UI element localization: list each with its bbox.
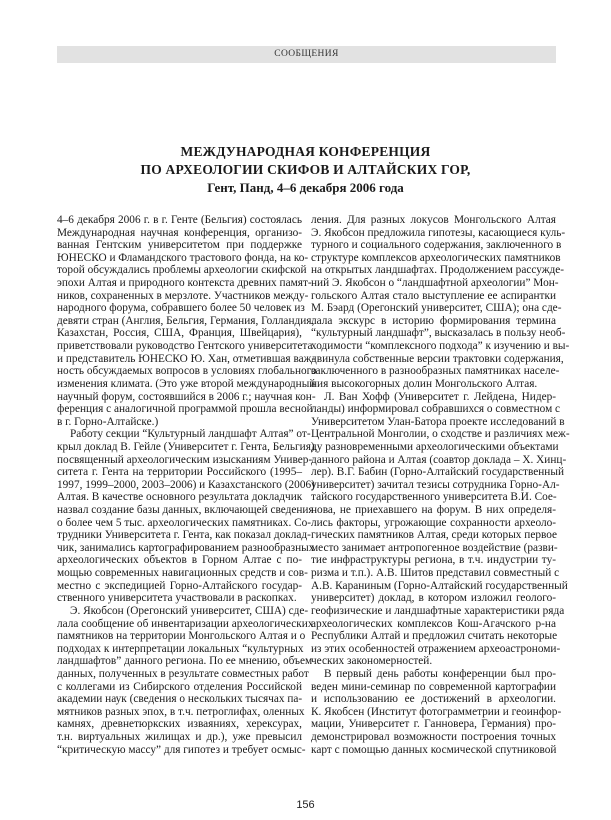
text-line: мощью современных навигационных средств и сов- — [57, 567, 308, 580]
text-line: ления. Для разных локусов Монгольского Алтая — [311, 214, 556, 226]
text-line: Л. Ван Хофф (Университет г. Лейдена, Нидер- — [324, 390, 556, 403]
text-line: в г. Горно-Алтайске.) — [57, 415, 159, 428]
text-line: и использованию ее достижений в археологии. — [311, 693, 556, 706]
text-line: структуре комплексов археологических памятников — [311, 251, 561, 264]
text-line: подходах к интерпретации локальных “культурных — [57, 642, 304, 655]
text-line: о более чем 5 тыс. археологических памятниках. Со- — [57, 516, 312, 529]
text-line: ландшафтов” данного региона. По ее мнению, объем — [57, 655, 313, 668]
text-line: археологических объектов в Горном Алтае с по- — [57, 554, 302, 567]
text-line: Центральной Монголии, о сходстве и различиях меж- — [311, 428, 570, 441]
text-line: заключенного в разнообразных памятниках населе- — [311, 365, 560, 378]
text-line: К. Якобсен (Институт фотограмметрии и геоинфор- — [311, 705, 562, 718]
text-line: 4–6 декабря 2006 г. в г. Генте (Бельгия) состоялась — [57, 214, 302, 226]
text-line: с коллегами из Сибирского отделения Российской — [57, 680, 302, 693]
paragraph — [311, 390, 570, 668]
text-line: карт с помощью данных космической спутниковой — [311, 743, 557, 756]
text-line: В первый день работы конференции был про- — [324, 667, 556, 680]
text-line: ственного университета участвовали в раскопках. — [57, 592, 297, 605]
text-line: 1997, 1999–2000, 2003–2006) и Казахстанского (2006) — [57, 478, 315, 491]
text-line: ний Э. Якобсон о “ландшафтной археологии” Мон- — [311, 277, 559, 290]
text-line: ния высокогорных долин Монгольского Алтая. — [311, 377, 538, 390]
text-line: т.н. виртуальных жилищах и др.), уже превысил — [57, 730, 302, 743]
text-line: и представитель ЮНЕСКО Ю. Хан, отметившая важ- — [57, 352, 316, 365]
text-line: ников, сохраненных в мерзлоте. Участников между- — [57, 289, 309, 302]
text-line: посвященный археологическим изысканиям Универ- — [57, 453, 313, 466]
text-line: веден мини-семинар по современной картографии — [311, 680, 556, 693]
text-line: Работу секции “Культурный ландшафт Алтая” от- — [70, 428, 311, 441]
text-line: университет) доклад, в котором изложил геолого- — [311, 592, 556, 605]
text-line: Международная научная конференция, организо- — [57, 226, 302, 239]
text-line: лер). В.Г. Бабин (Горно-Алтайский государственный — [311, 466, 564, 479]
text-line: памятников на территории Монгольского Алтая и о — [57, 630, 306, 643]
text-line: чик, занимались картографированием разнообразных — [57, 541, 315, 554]
text-line: ризма и т.п.). А.В. Шитов представил совместный с — [311, 567, 560, 580]
text-line: университет) зачитал тезисы сотрудника Горно-Ал- — [311, 478, 560, 491]
text-line: ванная Гентским университетом при поддержке — [57, 239, 302, 252]
text-line: ланды) информировал собравшихся о совместном с — [311, 403, 561, 416]
text-line: Казахстан, Россия, США, Франция, Швейцария), — [57, 327, 302, 340]
text-line: “критическую массу” для гипотез и требует осмыс- — [57, 743, 306, 756]
paragraph — [57, 214, 317, 428]
text-line: тие инфраструктуры региона, в т.ч. индустрии ту- — [311, 554, 556, 567]
section-header: СООБЩЕНИЯ — [57, 46, 556, 63]
text-column-right — [311, 214, 570, 756]
text-line: А.В. Караниным (Горно-Алтайский государственный — [311, 579, 568, 592]
text-line: Э. Якобсон предложила гипотезы, касающиеся куль- — [311, 226, 566, 239]
text-line: геофизические и ландшафтные характеристики ряда — [311, 604, 565, 617]
text-line: нова, не приехавшего на форум. В них определя- — [311, 504, 556, 517]
text-line: ность обсуждаемых вопросов в условиях глобального — [57, 365, 317, 378]
text-column-left — [57, 214, 318, 756]
text-line: академии наук (сведения о нескольких тысячах па- — [57, 693, 303, 706]
article-title — [0, 143, 611, 197]
text-line: ситета г. Гента на территории Российского (1995– — [57, 466, 302, 479]
text-line: “культурный ландшафт”, высказалась в пользу необ- — [311, 327, 566, 340]
text-line: Университетом Улан-Батора проекте исследований в — [311, 415, 565, 428]
text-line: турного и социального содержания, заключенного в — [311, 239, 562, 252]
text-line: Республики Алтай и предложил считать некоторые — [311, 630, 558, 643]
text-line: местно с экспедицией Горно-Алтайского государ- — [57, 579, 302, 592]
text-line: лала экскурс в историю формирования термина — [311, 314, 556, 327]
page-number: 156 — [296, 799, 315, 811]
paragraph — [57, 428, 318, 605]
text-line: эпохи Алтая и природного контекста древних памят- — [57, 277, 312, 290]
text-line: место занимает антропогенное воздействие (разви- — [311, 541, 558, 554]
text-line: Э. Якобсон (Орегонский университет, США) сде- — [70, 604, 309, 617]
text-line: народного форума, собравшего более 50 человек из — [57, 302, 305, 315]
text-line: данных, полученных в результате совместных работ — [57, 667, 309, 680]
text-line: приветствовали руководство Гентского университета — [57, 340, 313, 353]
text-line: гических памятников Алтая, среди которых первое — [311, 529, 558, 542]
text-line: лала сообщение об инвентаризации археологических — [57, 617, 314, 630]
text-line: лись факторы, угрожающие сохранности археоло- — [311, 516, 556, 529]
text-line: мации, Университет г. Ганновера, Германия) про- — [311, 718, 556, 731]
paragraph — [57, 604, 314, 756]
text-line: демонстрировал возможности построения точных — [311, 730, 556, 743]
title-subtitle: Гент, Панд, 4–6 декабря 2006 года — [207, 180, 404, 195]
text-line: девяти стран (Англия, Бельгия, Германия, Голландия, — [57, 314, 315, 327]
text-line: научный форум, состоявшийся в 2006 г.; научная кон- — [57, 390, 316, 403]
text-line: ференция с аналогичной программой прошла весной — [57, 403, 313, 416]
text-line: ходимости “комплексного подхода” к изучению и вы- — [311, 340, 570, 353]
text-line: крыл доклад В. Гейле (Университет г. Гента, Бельгия), — [57, 440, 318, 453]
title-line-1: МЕЖДУНАРОДНАЯ КОНФЕРЕНЦИЯ — [180, 144, 431, 159]
paragraph — [311, 214, 570, 391]
text-line: назвал создание базы данных, включающей сведения — [57, 504, 314, 517]
text-line: данного района и Алтая (соавтор доклада – Х. Хинц- — [311, 453, 567, 466]
text-line: камнях, древнетюркских изваяниях, херексурах, — [57, 718, 302, 731]
text-line: торой обсуждались проблемы археологии скифской — [57, 264, 307, 277]
text-line: археологических комплексов Кош-Агачского р-на — [311, 617, 556, 630]
text-line: гольского Алтая стало выступление ее аспирантки — [311, 289, 556, 302]
text-line: из этих особенностей отражением археоастрономи- — [311, 642, 561, 655]
text-line: Алтая. В качестве основного результата докладчик — [57, 491, 303, 504]
text-line: М. Бэард (Орегонский университет, США); она сде- — [311, 302, 562, 315]
text-line: изменения климата. (Это уже второй международный — [57, 377, 316, 390]
paragraph — [311, 667, 562, 756]
text-line: тайского государственного университета В.И. Сое- — [311, 491, 557, 504]
text-line: трудники Университета г. Гента, как показал доклад- — [57, 529, 311, 542]
text-line: на открытых ландшафтах. Продолжением рассужде- — [311, 264, 565, 277]
text-line: ческих закономерностей. — [311, 655, 433, 668]
text-line: ду разновременными археологическими объектами — [311, 440, 559, 453]
text-line: ЮНЕСКО и Фламандского трастового фонда, на ко- — [57, 251, 309, 264]
title-line-2: ПО АРХЕОЛОГИИ СКИФОВ И АЛТАЙСКИХ ГОР, — [140, 162, 471, 177]
text-line: двинула собственные версии трактовки содержания, — [311, 352, 564, 365]
text-line: мятников разных эпох, в т.ч. петроглифах, оленных — [57, 705, 305, 718]
